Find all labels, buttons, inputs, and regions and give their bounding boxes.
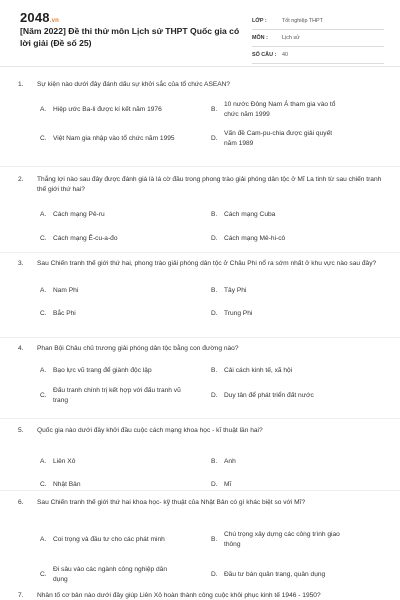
- option-d[interactable]: [211, 480, 386, 490]
- option-text: 10 nước Đông Nam Á tham gia vào tổ chức năm 1999: [224, 101, 336, 118]
- question-separator: [0, 418, 400, 419]
- option-letter: C.: [40, 391, 47, 399]
- option-letter: C.: [40, 135, 47, 142]
- question-7: [18, 591, 384, 600]
- option-text: Đấu tranh chính trị kết hợp với đấu tranh vũ trang: [53, 387, 181, 404]
- option-letter: D.: [211, 134, 218, 142]
- option-letter: D.: [211, 310, 218, 317]
- option-b[interactable]: [211, 366, 386, 376]
- option-text: Việt Nam gia nhập vào tổ chức năm 1995: [53, 135, 175, 142]
- meta-subject-row: [252, 30, 384, 47]
- option-text: Đầu tư bán quân trang, quân dụng: [224, 571, 326, 578]
- question-number: 4.: [18, 345, 24, 352]
- question-number: 7.: [18, 592, 24, 599]
- question-separator: [0, 166, 400, 167]
- question-number: 1.: [18, 81, 24, 88]
- question-text: Sự kiện nào dưới đây đánh dấu sự khởi sắc của tổ chức ASEAN?: [37, 81, 231, 88]
- option-text: Trung Phi: [224, 310, 253, 317]
- option-text: Cách mạng Ê-cu-a-đo: [53, 235, 118, 242]
- question-number: 5.: [18, 427, 24, 434]
- option-c[interactable]: [18, 134, 193, 144]
- logo-domain: .vn: [49, 18, 60, 24]
- option-d[interactable]: [211, 570, 386, 580]
- meta-class-value: Tốt nghiệp THPT: [282, 18, 323, 24]
- option-letter: A.: [40, 536, 47, 543]
- option-text: Nam Phi: [53, 287, 79, 294]
- option-text: Cách mạng Mê-hi-cô: [224, 235, 286, 242]
- question-2: [18, 175, 384, 242]
- option-letter: B.: [211, 458, 218, 465]
- option-d[interactable]: [211, 309, 386, 319]
- question-4: [18, 344, 384, 411]
- document-header: [0, 0, 400, 64]
- option-text: Đi sâu vào các ngành công nghiệp dân dụng: [53, 566, 168, 583]
- option-letter: D.: [211, 235, 218, 242]
- question-separator: [0, 252, 400, 253]
- option-letter: B.: [211, 287, 218, 294]
- option-a[interactable]: [18, 366, 193, 376]
- option-b[interactable]: [211, 100, 386, 119]
- question-number: 3.: [18, 260, 24, 267]
- option-a[interactable]: [18, 105, 193, 115]
- option-c[interactable]: [18, 234, 193, 244]
- question-text: Sau Chiến tranh thế giới thứ hai, phong trào giải phóng dân tộc ở Châu Phi nổ ra sớm nhất ở khu vực nào sau đây?: [37, 260, 377, 267]
- option-letter: C.: [40, 570, 47, 578]
- question-text: Thắng lợi nào sau đây được đánh giá là lá cờ đầu trong phong trào giải phóng dân tộc ở Mĩ La tinh từ sau chiến tranh thế giới thứ hai?: [37, 176, 382, 193]
- meta-class-label: LỚP :: [252, 18, 267, 24]
- meta-subject-value: Lịch sử: [282, 35, 300, 41]
- option-b[interactable]: [211, 530, 386, 549]
- option-a[interactable]: [18, 457, 193, 467]
- site-logo[interactable]: [20, 10, 59, 25]
- meta-class-row: [252, 13, 384, 30]
- option-text: Bắc Phi: [53, 310, 76, 317]
- option-letter: A.: [40, 106, 47, 113]
- option-c[interactable]: [18, 386, 193, 405]
- option-text: Chú trọng xây dựng các công trình giao thông: [224, 531, 340, 548]
- question-text: Sau Chiến tranh thế giới thứ hai khoa học- kỹ thuật của Nhật Bản có gì khác biệt so với Mĩ?: [37, 499, 306, 506]
- meta-count-row: [252, 47, 384, 64]
- option-text: Duy tân để phát triển đất nước: [224, 392, 314, 399]
- option-text: Hiệp ước Ba-li được kí kết năm 1976: [53, 106, 162, 113]
- option-text: Bạo lực vũ trang để giành độc lập: [53, 367, 152, 374]
- question-text: Nhân tố cơ bản nào dưới đây giúp Liên Xô hoàn thành công cuộc khôi phục kinh tế 1946 - 1950?: [37, 592, 321, 599]
- question-separator: [0, 490, 400, 491]
- option-letter: D.: [211, 392, 218, 399]
- exam-title: [Năm 2022] Đề thi thử môn Lịch sử THPT Quốc gia có lời giải (Đề số 25): [20, 26, 240, 48]
- meta-count-value: 40: [282, 52, 288, 58]
- option-letter: B.: [211, 535, 218, 543]
- option-letter: C.: [40, 310, 47, 317]
- option-letter: D.: [211, 481, 218, 488]
- option-text: Vấn đề Cam-pu-chia được giải quyết năm 1989: [224, 130, 333, 147]
- question-text: Quốc gia nào dưới đây khởi đầu cuộc cách mạng khoa học - kĩ thuật lần hai?: [37, 427, 263, 434]
- logo-main: 2048: [20, 10, 50, 25]
- question-number: 6.: [18, 499, 24, 506]
- option-text: Mĩ: [224, 481, 232, 488]
- option-text: Nhật Bản: [53, 481, 81, 488]
- question-5: [18, 426, 384, 488]
- option-letter: B.: [211, 211, 218, 218]
- question-number: 2.: [18, 176, 24, 183]
- option-b[interactable]: [211, 457, 386, 467]
- question-text: Phan Bội Châu chủ trương giải phóng dân tộc bằng con đường nào?: [37, 345, 239, 352]
- meta-count-label: SỐ CÂU :: [252, 52, 277, 58]
- option-letter: C.: [40, 481, 47, 488]
- option-text: Tây Phi: [224, 287, 247, 294]
- option-letter: B.: [211, 367, 218, 374]
- option-text: Coi trọng và đầu tư cho các phát minh: [53, 536, 165, 543]
- option-letter: A.: [40, 211, 47, 218]
- option-text: Cải cách kinh tế, xã hội: [224, 367, 293, 374]
- option-b[interactable]: [211, 286, 386, 296]
- option-text: Liên Xô: [53, 458, 76, 465]
- option-text: Cách mạng Cuba: [224, 211, 276, 218]
- option-letter: A.: [40, 367, 47, 374]
- option-d[interactable]: [211, 234, 386, 244]
- option-c[interactable]: [18, 565, 193, 584]
- option-text: Cách mạng Pê-ru: [53, 211, 105, 218]
- option-a[interactable]: [18, 210, 193, 220]
- option-letter: B.: [211, 105, 218, 113]
- option-letter: A.: [40, 287, 47, 294]
- option-c[interactable]: [18, 309, 193, 319]
- question-1: [18, 80, 384, 147]
- meta-subject-label: MÔN :: [252, 35, 268, 41]
- question-separator: [0, 337, 400, 338]
- option-c[interactable]: [18, 480, 193, 490]
- exam-meta-box: [252, 13, 384, 64]
- option-letter: D.: [211, 571, 218, 578]
- option-d[interactable]: [211, 391, 386, 401]
- question-3: [18, 259, 384, 316]
- option-b[interactable]: [211, 210, 386, 220]
- option-a[interactable]: [18, 286, 193, 296]
- option-text: Anh: [224, 458, 236, 465]
- option-d[interactable]: [211, 129, 386, 148]
- question-6: [18, 498, 384, 583]
- option-letter: A.: [40, 458, 47, 465]
- option-a[interactable]: [18, 535, 193, 545]
- header-divider: [0, 66, 400, 67]
- option-letter: C.: [40, 235, 47, 242]
